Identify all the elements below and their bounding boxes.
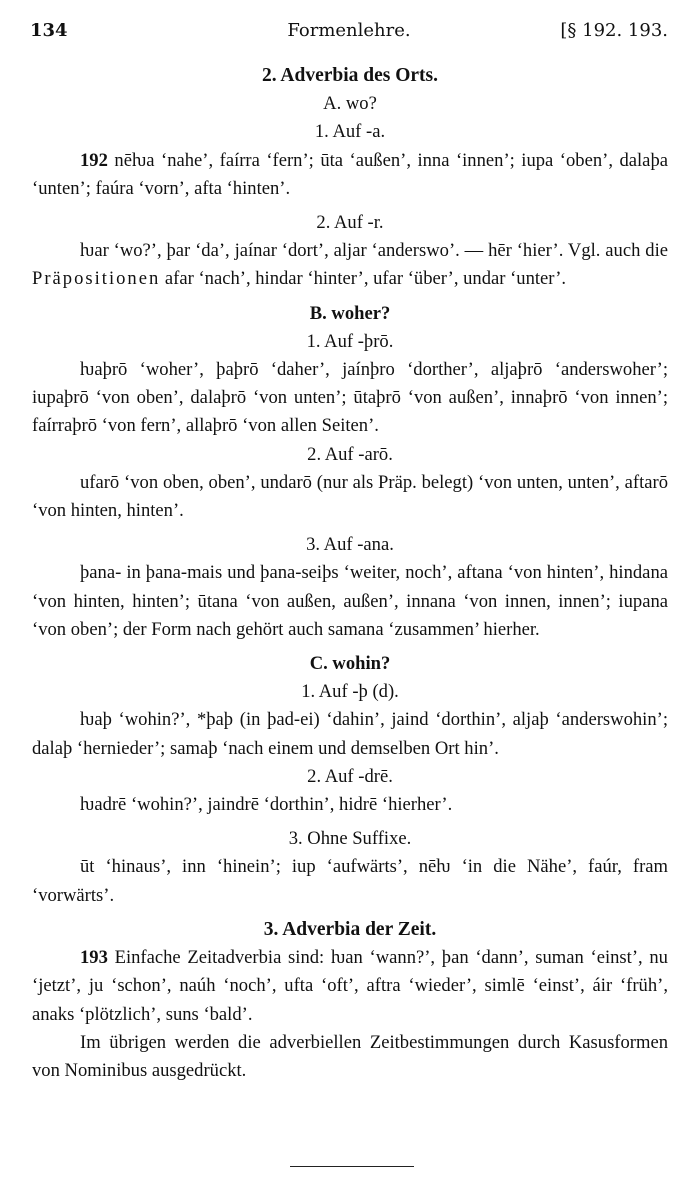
paragraph-auf-ana: þana- in þana-mais und þana-seiþs ‘weiter, noch’, aftana ‘von hinten’, hindana ‘von hinten, hinten’; ūtana ‘von außen, außen’, innana ‘von innen, innen’; iupana ‘von oben’; der Form nach gehört auch samana ‘zusammen’ hierher. [32, 562, 668, 640]
heading-auf-aro: 2. Auf -arō. [307, 443, 393, 465]
paragraph-auf-r [32, 237, 668, 293]
paragraph-192-text: nēƕa ‘nahe’, faírra ‘fern’; ūta ‘außen’, inna ‘innen’; iupa ‘oben’, dalaþa ‘unten’; faúra ‘vorn’, afta ‘hinten’. [32, 149, 668, 199]
heading-woher: B. woher? [309, 302, 391, 324]
paragraph-ohne-suffixe: ūt ‘hinaus’, inn ‘hinein’; iup ‘aufwärts’, nēƕ ‘in die Nähe’, faúr, fram ‘vorwärts’. [32, 856, 668, 906]
heading-ohne-suffixe: 3. Ohne Suffixe. [288, 828, 412, 850]
paragraph-auf-dre: ƕadrē ‘wohin?’, jaindrē ‘dorthin’, hidrē ‘hierher’. [80, 794, 453, 816]
heading-adverbia-orts: 2. Adverbia des Orts. [261, 65, 439, 86]
page-header [30, 20, 668, 44]
paragraph-auf-thro: ƕaþrō ‘woher’, þaþrō ‘daher’, jaínþro ‘dorther’, aljaþrō ‘anderswoher’; iupaþrō ‘von oben’, dalaþrō ‘von unten’; ūtaþrō ‘von außen’, innaþrō ‘von innen’; faírraþrō ‘von fern’, allaþrō ‘von allen Seiten’. [32, 359, 668, 437]
paragraph-number-193: 193 [80, 947, 108, 969]
page-body [32, 62, 668, 1085]
heading-wohin: C. wohin? [309, 653, 391, 675]
paragraph-number-192: 192 [80, 149, 108, 171]
section-reference: [§ 192. 193. [560, 20, 668, 41]
footer-rule [290, 1166, 414, 1167]
paragraph-193-text: Einfache Zeitadverbia sind: ƕan ‘wann?’, þan ‘dann’, suman ‘einst’, nu ‘jetzt’, ju ‘schon’, naúh ‘noch’, ufta ‘oft’, aftra ‘wieder’, simlē ‘einst’, áir ‘früh’, anaks ‘plötzlich’, suns ‘bald’. [32, 947, 668, 1025]
heading-auf-a: 1. Auf -a. [314, 121, 386, 143]
running-title: Formenlehre. [287, 20, 411, 41]
paragraph-auf-r-rest: afar ‘nach’, hindar ‘hinter’, ufar ‘über’, undar ‘unter’. [164, 268, 567, 290]
page-number: 134 [30, 20, 68, 41]
heading-auf-ana: 3. Auf -ana. [306, 534, 394, 556]
heading-auf-r: 2. Auf -r. [316, 212, 384, 234]
paragraph-auf-aro: ufarō ‘von oben, oben’, undarō (nur als Präp. belegt) ‘von unten, unten’, aftarō ‘von hinten, hinten’. [32, 471, 668, 522]
heading-auf-thro: 1. Auf -þrō. [306, 330, 394, 352]
spaced-word: Präpositionen [32, 268, 161, 290]
heading-auf-dre: 2. Auf -drē. [307, 765, 393, 787]
heading-adverbia-zeit: 3. Adverbia der Zeit. [263, 918, 437, 940]
paragraph-192 [32, 147, 668, 203]
paragraph-closing: Im übrigen werden die adverbiellen Zeitbestimmungen durch Kasusformen von Nominibus ausgedrückt. [32, 1031, 668, 1081]
paragraph-193 [32, 944, 668, 1029]
heading-wo: A. wo? [323, 93, 377, 115]
heading-auf-th: 1. Auf -þ (d). [301, 681, 399, 703]
paragraph-auf-r-text: ƕar ‘wo?’, þar ‘da’, jaínar ‘dort’, aljar ‘anderswo’. — hēr ‘hier’. Vgl. auch die [80, 240, 668, 262]
paragraph-auf-th: ƕaþ ‘wohin?’, *þaþ (in þad-ei) ‘dahin’, jaind ‘dorthin’, aljaþ ‘anderswohin’; dalaþ ‘hernieder’; samaþ ‘nach einem und demselben Ort hin’. [32, 709, 668, 759]
